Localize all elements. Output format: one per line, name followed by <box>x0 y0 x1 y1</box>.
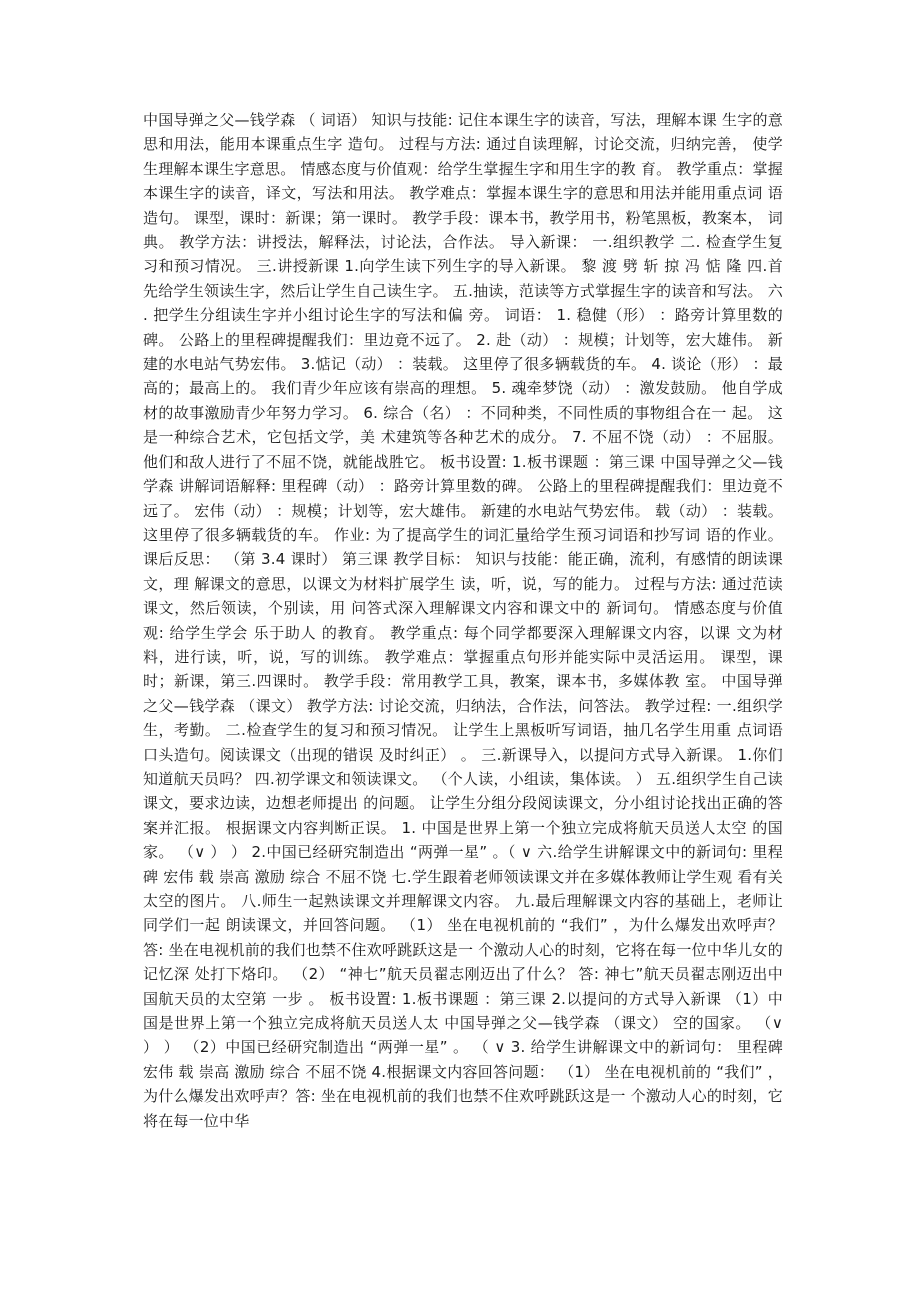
document-body <box>143 108 783 1133</box>
body-paragraph: 中国导弹之父—钱学森 （ 词语） 知识与技能: 记住本课生字的读音，写法，理解本课 生字的意思和用法，能用本课重点生字 造句。 过程与方法: 通过自读理解，讨论交流，归纳完善， 使学生理解本课生字意思。 情感态度与价值观：给学生掌握生字和用生字的教 育。 教学重点：掌握本课生字的读音，译文，写法和用法。 教学难点：掌握本课生字的意思和用法并能用重点词 语造句。 课型，课时：新课；第一课时。 教学手段：课本书，教学用书，粉笔黑板，教案本， 词典。 教学方法：讲授法，解释法，讨论法，合作法。 导入新课： 一.组织教学 二. 检查学生复习和预习情况。 三.讲授新课 1.向学生读下列生字的导入新课。 黎 渡 劈 斩 掠 冯 惦 隆 四.首先给学生领读生字，然后让学生自己读生字。 五.抽读，范读等方式掌握生字的读音和写法。 六 . 把学生分组读生字并小组讨论生字的写法和偏 旁。 词语： 1. 稳健（形） ：路旁计算里数的碑。 公路上的里程碑提醒我们：里边竟不远了。 2. 赴（动） ：规模；计划等，宏大雄伟。 新建的水电站气势宏伟。 3.惦记（动） ：装载。 这里停了很多辆载货的车。 4. 谈论（形） ：最高的；最高上的。 我们青少年应该有崇高的理想。 5. 魂牵梦饶（动） ：激发鼓励。 他自学成材的故事激励青少年努力学习。 6. 综合（名） ：不同种类，不同性质的事物组合在一 起。 这是一种综合艺术，它包括文学，美 术建筑等各种艺术的成分。 7. 不屈不饶（动） ：不屈服。 他们和敌人进行了不屈不饶，就能战胜它。 板书设置: 1.板书课题 ：第三课 中国导弹之父—钱学森 讲解词语解释: 里程碑（动） ：路旁计算里数的碑。 公路上的里程碑提醒我们：里边竟不远了。 宏伟（动） ：规模；计划等，宏大雄伟。 新建的水电站气势宏伟。 载（动） ：装载。 这里停了很多辆载货的车。 作业: 为了提高学生的词汇量给学生预习词语和抄写词 语的作业。 课后反思： （第 3.4 课时） 第三课 教学目标： 知识与技能：能正确，流利，有感情的朗读课文，理 解课文的意思，以课文为材料扩展学生 读，听，说，写的能力。 过程与方法: 通过范读课文，然后领读，个别读，用 问答式深入理解课文内容和课文中的 新词句。 情感态度与价值观: 给学生学会 乐于助人 的教育。 教学重点: 每个同学都要深入理解课文内容，以课 文为材料，进行读，听，说，写的训练。 教学难点：掌握重点句形并能实际中灵活运用。 课型，课时；新课，第三.四课时。 教学手段：常用教学工具，教案，课本书，多媒体教 室。 中国导弹之父—钱学森 （课文） 教学方法: 讨论交流，归纳法，合作法，问答法。 教学过程: 一.组织学生，考勤。 二.检查学生的复习和预习情况。 让学生上黑板听写词语，抽几名学生用重 点词语口头造句。阅读课文（出现的错误 及时纠正） 。 三.新课导入，以提问方式导入新课。 1.你们知道航天员吗？ 四.初学课文和领读课文。 （个人读，小组读，集体读。 ） 五.组织学生自己读课文，要求边读，边想老师提出 的问题。 让学生分组分段阅读课文，分小组讨论找出正确的答 案并汇报。 根据课文内容判断正误。 1. 中国是世界上第一个独立完成将航天员送人太空 的国家。 （∨ ） ） 2.中国已经研究制造出 “两弹一星” 。（ ∨ 六.给学生讲解课文中的新词句: 里程碑 宏伟 载 崇高 激励 综合 不屈不饶 七.学生跟着老师领读课文并在多媒体教师让学生观 看有关太空的图片。 八.师生一起熟读课文并理解课文内容。 九.最后理解课文内容的基础上，老师让同学们一起 朗读课文，并回答问题。 （1） 坐在电视机前的 “我们” ，为什么爆发出欢呼声？ 答: 坐在电视机前的我们也禁不住欢呼跳跃这是一 个激动人心的时刻，它将在每一位中华儿女的记忆深 处打下烙印。 （2） “神七”航天员翟志刚迈出了什么？ 答: 神七”航天员翟志刚迈出中国航天员的太空第 一步 。 板书设置: 1.板书课题 ：第三课 2.以提问的方式导入新课 （1）中国是世界上第一个独立完成将航天员送人太 中国导弹之父—钱学森 （课文） 空的国家。 （∨ ） ） （2）中国已经研究制造出 “两弹一星” 。 （ ∨ 3. 给学生讲解课文中的新词句： 里程碑 宏伟 载 崇高 激励 综合 不屈不饶 4.根据课文内容回答问题： （1） 坐在电视机前的 “我们” ， 为什么爆发出欢呼声？答: 坐在电视机前的我们也禁不住欢呼跳跃这是一 个激动人心的时刻，它将在每一位中华 <box>143 111 784 1130</box>
